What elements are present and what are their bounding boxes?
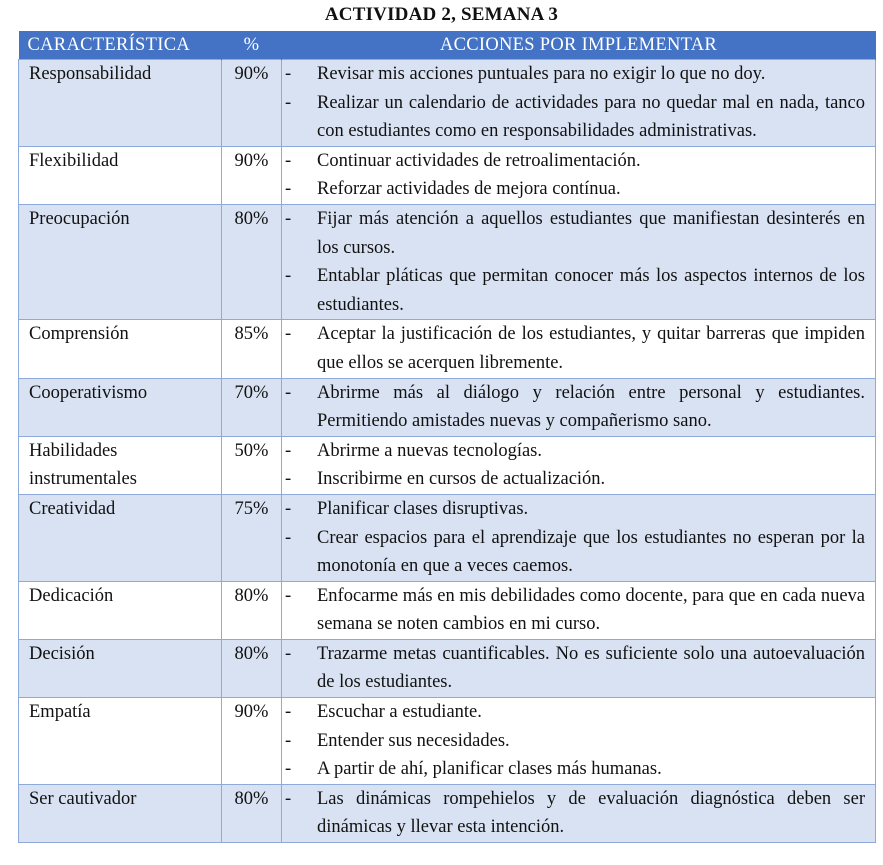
action-list <box>282 785 865 842</box>
table-row <box>19 378 876 436</box>
action-item <box>282 524 865 581</box>
action-item <box>282 60 865 89</box>
action-list <box>282 320 865 377</box>
action-text: Planificar clases disruptivas. <box>317 498 529 519</box>
action-text: Fijar más atención a aquellos estudiantes que manifiestan desinterés en los cursos. <box>317 208 865 258</box>
header-caracteristica: CARACTERÍSTICA <box>19 31 222 60</box>
action-text: Entender sus necesidades. <box>317 730 510 751</box>
cell-caracteristica: Responsabilidad <box>19 60 222 147</box>
cell-caracteristica: Empatía <box>19 698 222 785</box>
action-text: Continuar actividades de retroalimentación. <box>317 150 641 171</box>
action-text: Realizar un calendario de actividades para no quedar mal en nada, tanco con estudiantes como en responsabilidades administrativas. <box>317 92 865 142</box>
table-body <box>19 60 876 843</box>
table-row <box>19 146 876 204</box>
action-item <box>282 320 865 377</box>
dash-bullet: - <box>285 469 292 490</box>
cell-porcentaje: 90% <box>222 146 282 204</box>
cell-caracteristica: Flexibilidad <box>19 146 222 204</box>
action-item <box>282 698 865 727</box>
cell-acciones <box>282 204 876 319</box>
cell-porcentaje: 80% <box>222 204 282 319</box>
action-item <box>282 147 865 176</box>
action-text: Abrirme a nuevas tecnologías. <box>317 440 543 461</box>
cell-porcentaje: 75% <box>222 494 282 581</box>
cell-acciones <box>282 320 876 378</box>
action-text: Escuchar a estudiante. <box>317 702 482 723</box>
cell-caracteristica: Habilidades instrumentales <box>19 436 222 494</box>
cell-caracteristica: Decisión <box>19 639 222 697</box>
action-text: Crear espacios para el aprendizaje que los estudiantes no esperan por la monotonía en que a veces caemos. <box>317 527 865 577</box>
action-item <box>282 465 865 494</box>
action-item <box>282 785 865 842</box>
action-item <box>282 582 865 639</box>
action-text: Trazarme metas cuantificables. No es suficiente solo una autoevaluación de los estudiantes. <box>317 643 865 693</box>
cell-acciones <box>282 581 876 639</box>
cell-acciones <box>282 698 876 785</box>
action-item <box>282 205 865 262</box>
table-row <box>19 494 876 581</box>
cell-porcentaje: 90% <box>222 698 282 785</box>
cell-porcentaje: 80% <box>222 784 282 842</box>
cell-caracteristica: Preocupación <box>19 204 222 319</box>
dash-bullet: - <box>285 266 292 287</box>
cell-acciones <box>282 494 876 581</box>
table-row <box>19 784 876 842</box>
action-item <box>282 379 865 436</box>
header-porcentaje: % <box>222 31 282 60</box>
action-list <box>282 495 865 581</box>
cell-acciones <box>282 146 876 204</box>
cell-acciones <box>282 378 876 436</box>
action-item <box>282 175 865 204</box>
action-list <box>282 640 865 697</box>
cell-caracteristica: Ser cautivador <box>19 784 222 842</box>
cell-caracteristica: Creatividad <box>19 494 222 581</box>
dash-bullet: - <box>285 788 292 809</box>
dash-bullet: - <box>285 382 292 403</box>
action-item <box>282 727 865 756</box>
action-item <box>282 89 865 146</box>
table-row <box>19 320 876 378</box>
action-text: A partir de ahí, planificar clases más humanas. <box>317 759 662 780</box>
cell-porcentaje: 90% <box>222 60 282 147</box>
cell-caracteristica: Cooperativismo <box>19 378 222 436</box>
header-row <box>19 31 876 60</box>
table-header <box>19 31 876 60</box>
cell-caracteristica: Dedicación <box>19 581 222 639</box>
action-text: Reforzar actividades de mejora contínua. <box>317 179 621 200</box>
dash-bullet: - <box>285 498 292 519</box>
dash-bullet: - <box>285 324 292 345</box>
cell-acciones <box>282 436 876 494</box>
header-acciones: ACCIONES POR IMPLEMENTAR <box>282 31 876 60</box>
action-list <box>282 379 865 436</box>
action-item <box>282 437 865 466</box>
action-list <box>282 698 865 784</box>
dash-bullet: - <box>285 759 292 780</box>
action-list <box>282 437 865 494</box>
cell-acciones <box>282 784 876 842</box>
cell-porcentaje: 50% <box>222 436 282 494</box>
action-text: Las dinámicas rompehielos y de evaluación diagnóstica deben ser dinámicas y llevar esta intención. <box>317 788 865 838</box>
action-item <box>282 495 865 524</box>
action-list <box>282 147 865 204</box>
table-row <box>19 204 876 319</box>
action-text: Entablar pláticas que permitan conocer más los aspectos internos de los estudiantes. <box>317 266 865 315</box>
action-text: Revisar mis acciones puntuales para no exigir lo que no doy. <box>317 64 766 84</box>
action-item <box>282 640 865 697</box>
table-row <box>19 581 876 639</box>
page-title: ACTIVIDAD 2, SEMANA 3 <box>324 4 559 25</box>
action-text: Aceptar la justificación de los estudiantes, y quitar barreras que impiden que ellos se acerquen libremente. <box>317 324 865 373</box>
cell-porcentaje: 80% <box>222 581 282 639</box>
table-row <box>19 436 876 494</box>
action-text: Inscribirme en cursos de actualización. <box>317 469 606 490</box>
dash-bullet: - <box>285 92 292 113</box>
action-list <box>282 205 865 319</box>
activities-table <box>18 31 876 843</box>
action-text: Enfocarme más en mis debilidades como docente, para que en cada nueva semana se noten cambios en mi curso. <box>317 585 865 635</box>
dash-bullet: - <box>285 150 292 171</box>
dash-bullet: - <box>285 208 292 229</box>
dash-bullet: - <box>285 702 292 723</box>
cell-caracteristica: Comprensión <box>19 320 222 378</box>
dash-bullet: - <box>285 527 292 548</box>
cell-acciones <box>282 60 876 147</box>
cell-porcentaje: 70% <box>222 378 282 436</box>
dash-bullet: - <box>285 64 292 84</box>
dash-bullet: - <box>285 585 292 606</box>
cell-acciones <box>282 639 876 697</box>
dash-bullet: - <box>285 440 292 461</box>
cell-porcentaje: 85% <box>222 320 282 378</box>
dash-bullet: - <box>285 643 292 664</box>
dash-bullet: - <box>285 730 292 751</box>
dash-bullet: - <box>285 179 292 200</box>
action-item <box>282 755 865 784</box>
table-row <box>19 698 876 785</box>
table-row <box>19 60 876 147</box>
table-row <box>19 639 876 697</box>
action-text: Abrirme más al diálogo y relación entre personal y estudiantes. Permitiendo amistades nuevas y compañerismo sano. <box>317 382 865 432</box>
cell-porcentaje: 80% <box>222 639 282 697</box>
action-list <box>282 582 865 639</box>
action-item <box>282 262 865 319</box>
action-list <box>282 60 865 146</box>
